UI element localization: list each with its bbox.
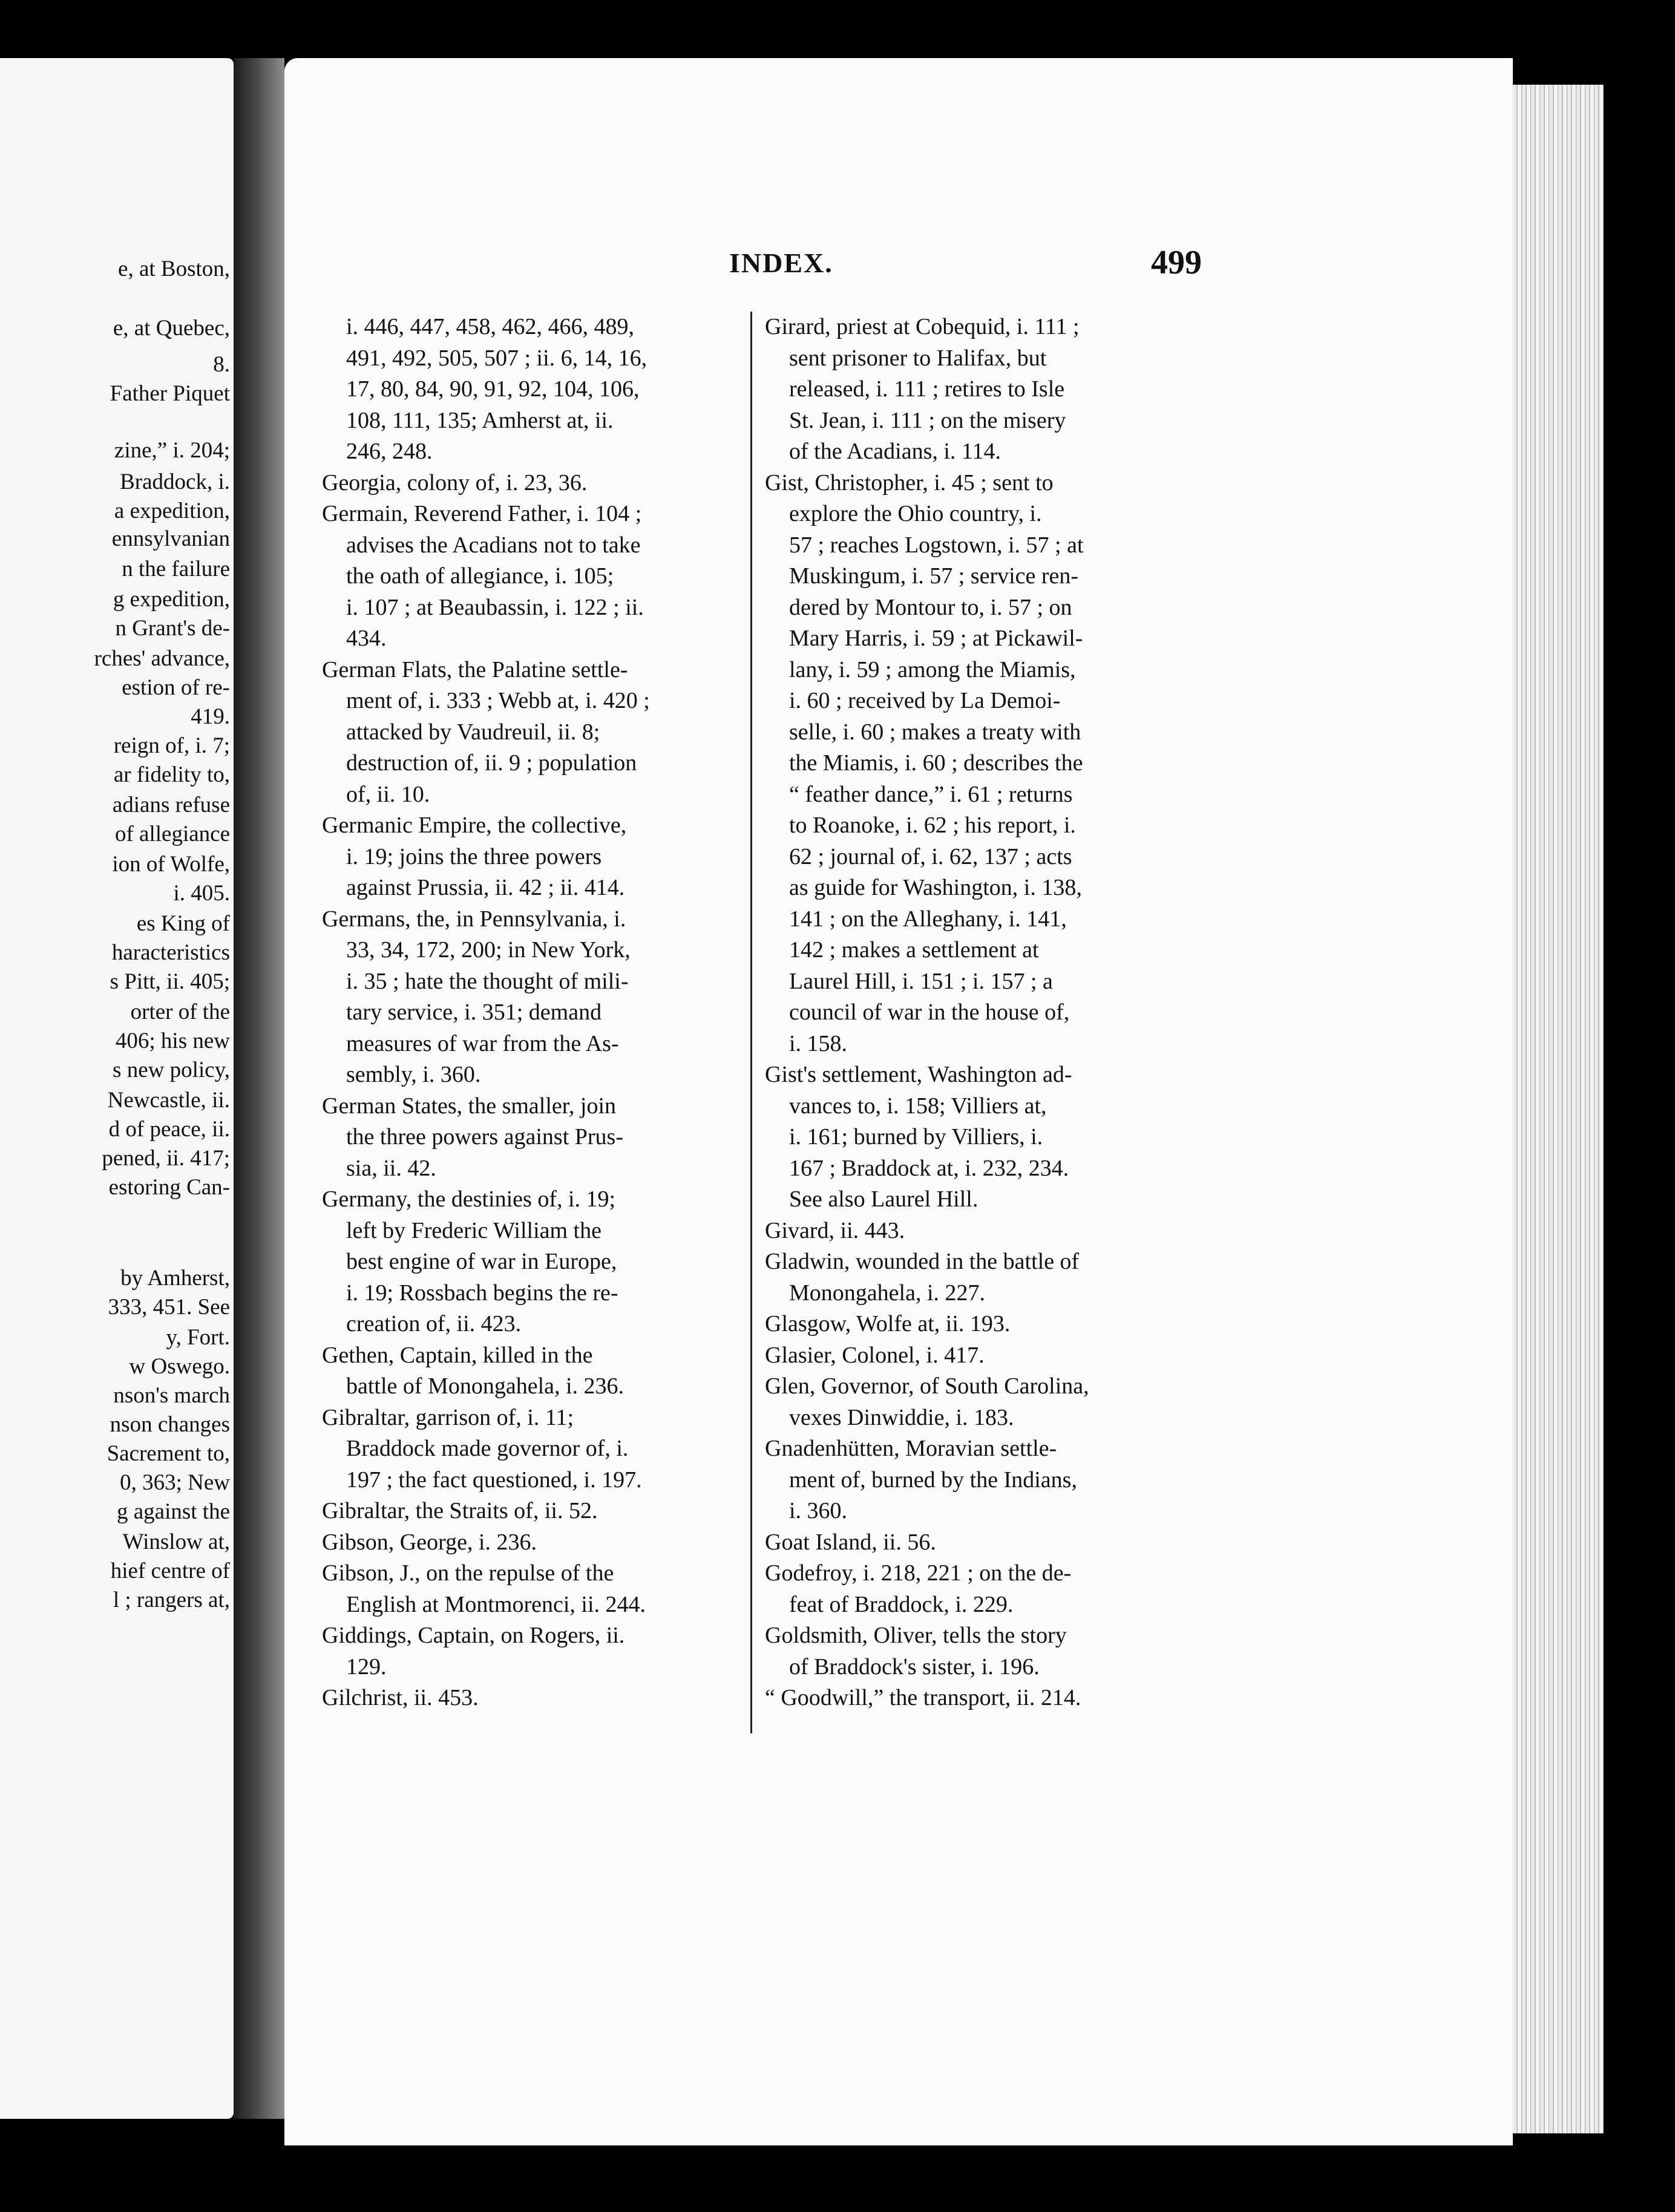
index-entry: Gnadenhütten, Moravian settle-	[765, 1436, 1057, 1461]
left-page-text-fragment: Sacrement to,	[107, 1441, 230, 1466]
left-page-text-fragment: orter of the	[130, 1000, 230, 1024]
index-entry-continuation: i. 107 ; at Beaubassin, i. 122 ; ii.	[346, 594, 644, 620]
index-entry: Glasier, Colonel, i. 417.	[765, 1342, 985, 1368]
index-entry-continuation: selle, i. 60 ; makes a treaty with	[789, 719, 1081, 745]
index-entry-continuation: measures of war from the As-	[346, 1030, 619, 1056]
index-entry-continuation: See also Laurel Hill.	[789, 1186, 978, 1212]
left-page-text-fragment: i. 405.	[173, 881, 230, 906]
left-page-text-fragment: rches' advance,	[94, 646, 230, 671]
index-entry-continuation: sia, ii. 42.	[346, 1155, 436, 1181]
left-page-text-fragment: 406; his new	[115, 1029, 230, 1053]
index-entry-continuation: sembly, i. 360.	[346, 1062, 481, 1087]
left-page-text-fragment: zine,” i. 204;	[114, 438, 230, 463]
index-entry-continuation: i. 19; Rossbach begins the re-	[346, 1280, 618, 1306]
left-page-text-fragment: reign of, i. 7;	[113, 733, 230, 758]
index-entry: Girard, priest at Cobequid, i. 111 ;	[765, 314, 1080, 339]
left-page-text-fragment: g expedition,	[113, 587, 230, 612]
left-page-text-fragment: y, Fort.	[166, 1325, 230, 1350]
index-entry-continuation: i. 446, 447, 458, 462, 466, 489,	[346, 314, 635, 339]
left-page-text-fragment: ar fidelity to,	[113, 762, 230, 787]
index-entry: Glasgow, Wolfe at, ii. 193.	[765, 1311, 1011, 1337]
index-entry-continuation: released, i. 111 ; retires to Isle	[789, 376, 1065, 402]
index-entry-continuation: Monongahela, i. 227.	[789, 1280, 986, 1306]
index-entry-continuation: ment of, i. 333 ; Webb at, i. 420 ;	[346, 688, 650, 713]
index-entry-continuation: 434.	[346, 626, 387, 651]
left-page-text-fragment: n Grant's de-	[115, 616, 230, 641]
index-entry-continuation: 142 ; makes a settlement at	[789, 937, 1039, 963]
index-entry-continuation: ment of, burned by the Indians,	[789, 1467, 1077, 1493]
index-entry: Germanic Empire, the collective,	[322, 813, 627, 838]
index-entry: Gethen, Captain, killed in the	[322, 1342, 593, 1368]
index-entry-continuation: explore the Ohio country, i.	[789, 501, 1042, 526]
index-entry-continuation: council of war in the house of,	[789, 1000, 1070, 1025]
left-page-text-fragment: pened, ii. 417;	[102, 1146, 230, 1171]
index-entry-continuation: 167 ; Braddock at, i. 232, 234.	[789, 1155, 1069, 1181]
left-page-text-fragment: 8.	[213, 352, 230, 377]
index-entry-continuation: advises the Acadians not to take	[346, 532, 641, 558]
index-entry-continuation: against Prussia, ii. 42 ; ii. 414.	[346, 875, 625, 900]
left-page-text-fragment: a expedition,	[114, 499, 230, 523]
left-page-text-fragment: of allegiance	[114, 822, 230, 846]
index-entry: Godefroy, i. 218, 221 ; on the de-	[765, 1560, 1072, 1586]
left-page-text-fragment: e, at Quebec,	[113, 316, 230, 341]
index-entry-continuation: Braddock made governor of, i.	[346, 1436, 629, 1461]
index-entry-continuation: 491, 492, 505, 507 ; ii. 6, 14, 16,	[346, 345, 647, 371]
page-number: 499	[1151, 244, 1202, 281]
index-entry: Glen, Governor, of South Carolina,	[765, 1373, 1089, 1399]
left-page-text-fragment: Winslow at,	[122, 1530, 230, 1554]
index-entry: Germans, the, in Pennsylvania, i.	[322, 906, 626, 932]
left-page-text-fragment: by Amherst,	[120, 1266, 230, 1291]
left-page-text-fragment: hief centre of	[110, 1559, 230, 1583]
index-entry-continuation: 129.	[346, 1654, 387, 1680]
index-entry-continuation: battle of Monongahela, i. 236.	[346, 1373, 624, 1399]
index-entry: Gist's settlement, Washington ad-	[765, 1062, 1072, 1087]
index-entry: Goldsmith, Oliver, tells the story	[765, 1623, 1067, 1648]
index-entry: Georgia, colony of, i. 23, 36.	[322, 470, 588, 496]
book-gutter	[234, 58, 284, 2119]
left-page-text-fragment: haracteristics	[111, 940, 230, 965]
index-entry-continuation: St. Jean, i. 111 ; on the misery	[789, 407, 1066, 433]
index-entry: Gilchrist, ii. 453.	[322, 1685, 479, 1710]
left-page-text-fragment: nson changes	[110, 1412, 230, 1437]
index-entry-continuation: Laurel Hill, i. 151 ; i. 157 ; a	[789, 968, 1053, 994]
index-entry-continuation: i. 19; joins the three powers	[346, 843, 602, 869]
index-entry-continuation: “ feather dance,” i. 61 ; returns	[789, 781, 1073, 807]
index-entry: Gibson, J., on the repulse of the	[322, 1560, 614, 1586]
index-column-left	[322, 312, 759, 1714]
index-entry-continuation: best engine of war in Europe,	[346, 1249, 617, 1274]
index-entry-continuation: of Braddock's sister, i. 196.	[789, 1654, 1040, 1680]
page-header-title: INDEX.	[729, 247, 833, 278]
left-page-text-fragment: estion of re-	[122, 675, 230, 700]
left-page-text-fragment: estoring Can-	[108, 1175, 230, 1200]
index-entry: Giddings, Captain, on Rogers, ii.	[322, 1623, 625, 1648]
left-page-text-fragment: Newcastle, ii.	[107, 1088, 230, 1113]
column-divider	[750, 312, 752, 1733]
index-entry: Gladwin, wounded in the battle of	[765, 1249, 1080, 1274]
index-entry-continuation: to Roanoke, i. 62 ; his report, i.	[789, 813, 1076, 838]
left-page	[0, 58, 234, 2119]
index-entry-continuation: the three powers against Prus-	[346, 1124, 623, 1150]
left-page-text-fragment: adians refuse	[112, 793, 230, 817]
left-page-text-fragment: g against the	[116, 1499, 230, 1524]
index-entry-continuation: attacked by Vaudreuil, ii. 8;	[346, 719, 600, 745]
index-entry-continuation: the oath of allegiance, i. 105;	[346, 563, 614, 589]
left-page-text-fragment: d of peace, ii.	[108, 1117, 230, 1142]
index-entry: Gibraltar, the Straits of, ii. 52.	[322, 1498, 598, 1523]
index-entry-continuation: dered by Montour to, i. 57 ; on	[789, 594, 1072, 620]
index-entry: Gist, Christopher, i. 45 ; sent to	[765, 470, 1054, 496]
index-entry-continuation: as guide for Washington, i. 138,	[789, 875, 1082, 900]
index-entry: Givard, ii. 443.	[765, 1217, 905, 1243]
index-entry-continuation: i. 35 ; hate the thought of mili-	[346, 968, 629, 994]
index-entry-continuation: vances to, i. 158; Villiers at,	[789, 1093, 1047, 1119]
index-entry-continuation: i. 360.	[789, 1498, 848, 1523]
index-entry: German States, the smaller, join	[322, 1093, 617, 1119]
index-entry-continuation: of, ii. 10.	[346, 781, 430, 807]
index-entry-continuation: 246, 248.	[346, 439, 433, 464]
index-entry-continuation: lany, i. 59 ; among the Miamis,	[789, 656, 1076, 682]
index-entry-continuation: 141 ; on the Alleghany, i. 141,	[789, 906, 1067, 932]
left-page-text-fragment: e, at Boston,	[118, 257, 230, 281]
left-page-text-fragment: es King of	[136, 911, 230, 936]
index-entry: Goat Island, ii. 56.	[765, 1529, 936, 1555]
left-page-text-fragment: 333, 451. See	[108, 1295, 230, 1320]
index-entry-continuation: 17, 80, 84, 90, 91, 92, 104, 106,	[346, 376, 640, 402]
left-page-text-fragment: Braddock, i.	[120, 470, 230, 494]
index-entry: Gibraltar, garrison of, i. 11;	[322, 1404, 574, 1430]
left-page-text-fragment: 419.	[191, 704, 230, 729]
index-entry-continuation: feat of Braddock, i. 229.	[789, 1591, 1014, 1617]
index-entry-continuation: i. 158.	[789, 1030, 848, 1056]
index-entry-continuation: left by Frederic William the	[346, 1217, 601, 1243]
index-entry-continuation: 62 ; journal of, i. 62, 137 ; acts	[789, 843, 1072, 869]
index-entry-continuation: the Miamis, i. 60 ; describes the	[789, 750, 1083, 776]
index-entry: “ Goodwill,” the transport, ii. 214.	[765, 1685, 1081, 1710]
page-edges	[1513, 85, 1604, 2133]
index-entry-continuation: i. 60 ; received by La Demoi-	[789, 688, 1061, 713]
index-entry-continuation: 108, 111, 135; Amherst at, ii.	[346, 407, 614, 433]
index-entry: Germain, Reverend Father, i. 104 ;	[322, 501, 642, 526]
index-entry-continuation: Mary Harris, i. 59 ; at Pickawil-	[789, 626, 1083, 651]
left-page-text-fragment: nson's march	[113, 1383, 230, 1408]
index-entry-continuation: vexes Dinwiddie, i. 183.	[789, 1404, 1014, 1430]
left-page-text-fragment: 0, 363; New	[120, 1470, 230, 1495]
left-page-text-fragment: n the failure	[122, 557, 230, 581]
index-entry-continuation: tary service, i. 351; demand	[346, 1000, 602, 1025]
left-page-text-fragment: ennsylvanian	[111, 526, 230, 551]
index-entry-continuation: 33, 34, 172, 200; in New York,	[346, 937, 631, 963]
index-entry-continuation: of the Acadians, i. 114.	[789, 439, 1001, 464]
left-page-text-fragment: s Pitt, ii. 405;	[110, 969, 230, 994]
index-entry: Gibson, George, i. 236.	[322, 1529, 537, 1555]
index-entry-continuation: creation of, ii. 423.	[346, 1311, 522, 1337]
left-page-text-fragment: s new policy,	[113, 1058, 230, 1082]
left-page-text-fragment: l ; rangers at,	[113, 1588, 230, 1612]
index-entry-continuation: 197 ; the fact questioned, i. 197.	[346, 1467, 642, 1493]
left-page-text-fragment: Father Piquet	[110, 381, 230, 406]
index-entry-continuation: destruction of, ii. 9 ; population	[346, 750, 637, 776]
index-entry-continuation: Muskingum, i. 57 ; service ren-	[789, 563, 1079, 589]
index-entry: Germany, the destinies of, i. 19;	[322, 1186, 616, 1212]
index-entry-continuation: sent prisoner to Halifax, but	[789, 345, 1047, 371]
index-entry: German Flats, the Palatine settle-	[322, 656, 628, 682]
index-entry-continuation: i. 161; burned by Villiers, i.	[789, 1124, 1043, 1150]
index-entry-continuation: 57 ; reaches Logstown, i. 57 ; at	[789, 532, 1084, 558]
left-page-text-fragment: ion of Wolfe,	[112, 852, 230, 877]
index-entry-continuation: English at Montmorenci, ii. 244.	[346, 1591, 646, 1617]
index-column-right	[765, 312, 1207, 1714]
left-page-text-fragment: w Oswego.	[129, 1354, 230, 1379]
